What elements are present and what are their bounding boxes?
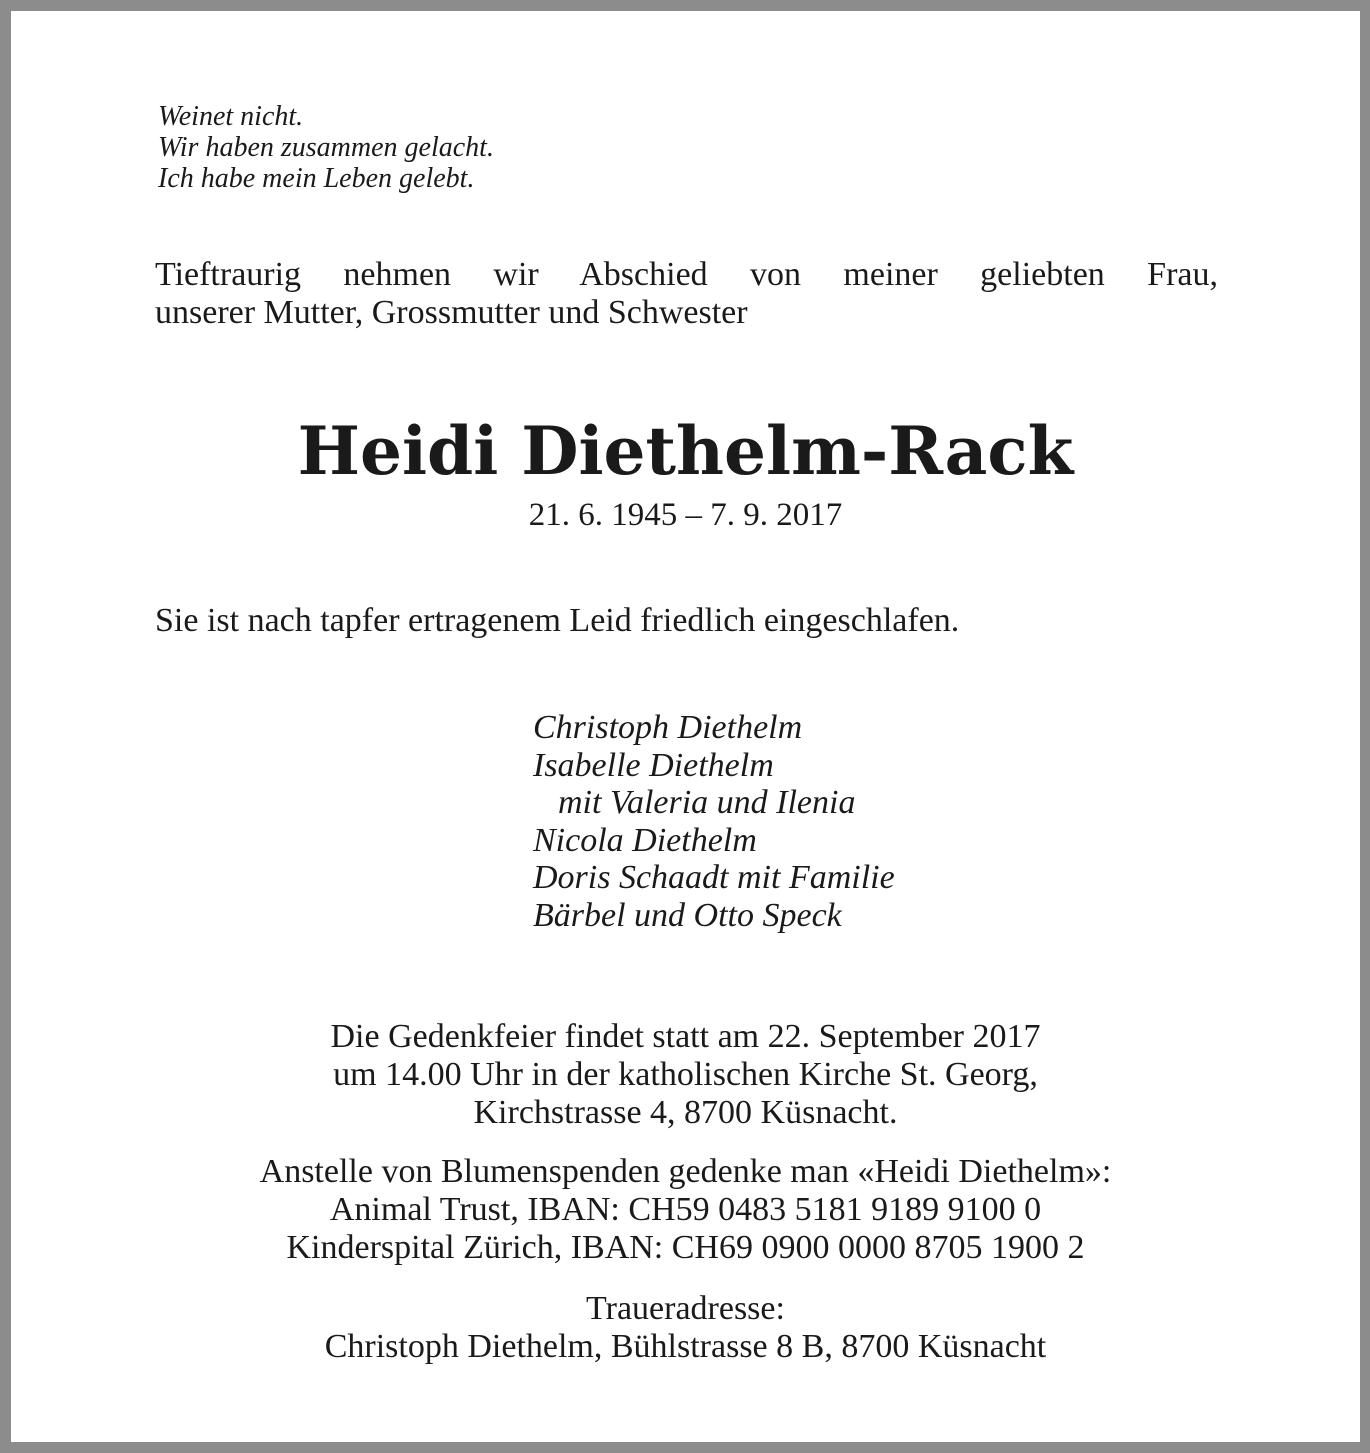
motto-line: Weinet nicht. — [158, 101, 304, 132]
intro-line: Tieftraurig nehmen wir Abschied von meiner geliebten Frau, — [155, 256, 1218, 293]
donation-line: Anstelle von Blumenspenden gedenke man «Heidi Diethelm»: — [259, 1153, 1112, 1190]
intro-line: unserer Mutter, Grossmutter und Schwester — [155, 294, 748, 331]
intro-paragraph — [155, 256, 1218, 332]
mourner-name: Isabelle Diethelm — [533, 746, 774, 784]
ceremony-line: um 14.00 Uhr in der katholischen Kirche St. Georg, — [333, 1056, 1038, 1093]
mourner-name: Doris Schaadt mit Familie — [533, 859, 895, 896]
mourner-name: Bärbel und Otto Speck — [533, 896, 842, 934]
statement-text: Sie ist nach tapfer ertragenem Leid friedlich eingeschlafen. — [155, 602, 960, 639]
motto-quote — [158, 101, 494, 194]
ceremony-line: Kirchstrasse 4, 8700 Küsnacht. — [473, 1094, 898, 1131]
obituary-notice — [11, 11, 1360, 1442]
deceased-name: Heidi Diethelm-Rack — [297, 412, 1074, 490]
donation-line: Animal Trust, IBAN: CH59 0483 5181 9189 9100 0 — [329, 1191, 1042, 1228]
donation-info — [11, 1153, 1360, 1267]
mourner-name: Christoph Diethelm — [533, 709, 803, 746]
mourner-name: mit Valeria und Ilenia — [558, 784, 856, 821]
mourner-name: Nicola Diethelm — [533, 821, 757, 859]
ceremony-line: Die Gedenkfeier findet statt am 22. September 2017 — [330, 1018, 1041, 1055]
mourning-address — [11, 1290, 1360, 1366]
address-label: Traueradresse: — [586, 1290, 785, 1327]
life-dates: 21. 6. 1945 – 7. 9. 2017 — [528, 497, 843, 533]
motto-line: Wir haben zusammen gelacht. — [158, 132, 494, 163]
address-line: Christoph Diethelm, Bühlstrasse 8 B, 8700 Küsnacht — [324, 1328, 1047, 1365]
ceremony-info — [11, 1018, 1360, 1132]
mourners-list — [533, 709, 895, 934]
donation-line: Kinderspital Zürich, IBAN: CH69 0900 0000 8705 1900 2 — [286, 1229, 1085, 1266]
motto-line: Ich habe mein Leben gelebt. — [158, 163, 475, 194]
